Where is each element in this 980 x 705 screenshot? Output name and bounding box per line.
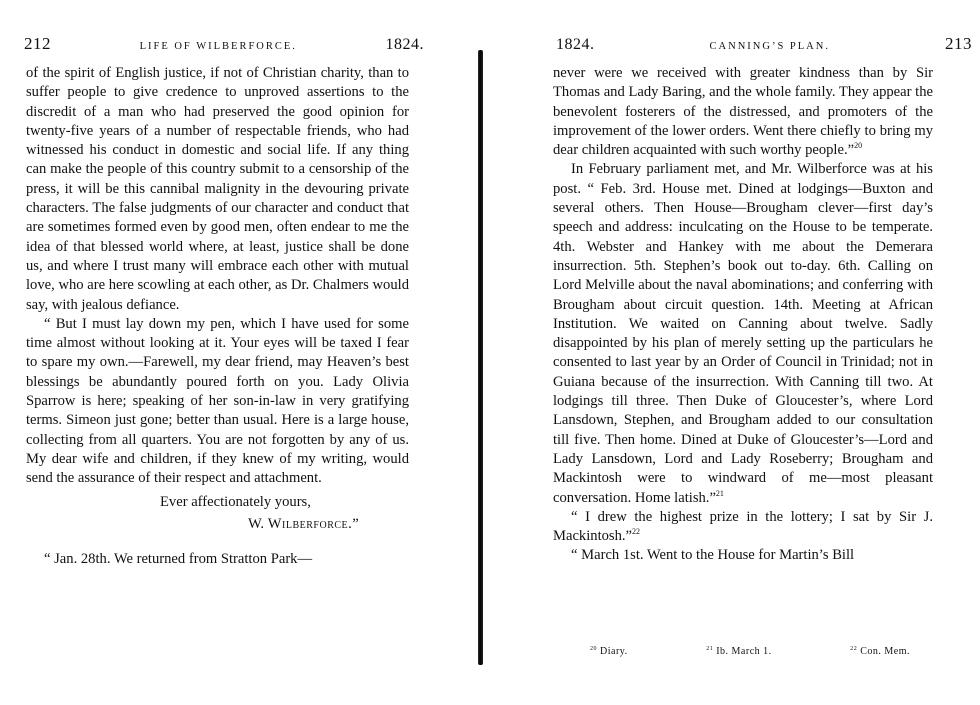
page-number: 213 [944,34,972,53]
paragraph: “ But I must lay down my pen, which I have used for some time almost without looking at it. Your eyes will be taxed I fear to spare my own.—Farewell, my dear friend, may Heaven’s best blessings be abundantly poured forth on you. Lady Olivia Sparrow is here; speaking of her son-in-law in very gratifying terms. Simeon just gone; better than usual. Here is a large house, collecting from all quarters. You are not forgotten by any of us. My dear wife and children, if they knew of my writing, would send the assurance of their respect and attachment. [26,315,409,487]
running-head: LIFE OF WILBERFORCE. [139,41,297,52]
paragraph: “ Jan. 28th. We returned from Stratton Park— [44,551,313,568]
right-page-body [553,64,933,566]
footnote: $^{21}$ Ib. March 1. [706,646,772,657]
paragraph: “ I drew the highest prize in the lottery; I sat by Sir J. Mackintosh.”$^{22}$ [553,508,933,545]
signature-initial: W. [248,515,265,532]
left-page [0,0,478,705]
valediction: Ever affectionately yours, [160,493,311,510]
footnote-marker: 20 [854,141,863,151]
paragraph: never were we received with greater kindness than by Sir Thomas and Lady Baring, and the whole family. They appear the benevolent fosterers of the distressed, and promoters of the improvement of the lower orders. Went there chiefly to bring my dear children acquainted with such worthy people.”$^{20}$ [553,65,933,159]
signature [26,515,409,534]
right-page-header [556,34,972,54]
signature-name: Wilberforce.” [267,515,360,532]
paragraph: “ March 1st. Went to the House for Martin’s Bill [571,547,855,564]
page-number: 212 [24,34,51,53]
footnote: $^{22}$ Con. Mem. [850,646,910,657]
footnotes [590,646,910,657]
letter-closing [26,493,409,535]
left-page-body [26,64,409,569]
running-head: CANNING’S PLAN. [709,41,830,52]
year-heading: 1824. [556,36,595,53]
footnote-marker: 22 [632,527,641,537]
footnote: $^{20}$ Diary. [590,646,628,657]
left-page-header [24,34,424,54]
book-gutter [478,50,483,665]
paragraph: of the spirit of English justice, if not of Christian charity, than to suffer people to give credence to unproved assertions to the discredit of a man who had preserved the good opinion for twenty-five years of a number of respectable friends, who had witnessed his conduct in domestic and social life. If any thing can make the people of this country submit to a censorship of the press, it will be this cannibal malignity in the devouring private characters. The false judgments of our character and conduct that are sometimes formed even by good men, often endear to me the idea of that blessed world where, at least, justice shall be done us, and where I trust many will embrace each other with mutual love, who are here scowling at each other, as Dr. Chalmers would say, with jealous defiance. [26,65,409,313]
year-heading: 1824. [385,36,424,53]
footnote-marker: 21 [715,488,724,498]
paragraph: In February parliament met, and Mr. Wilberforce was at his post. “ Feb. 3rd. House met. Dined at lodgings—Buxton and several others. Then House—Brougham clever—first day’s speech and address: inculcating on the House to be temperate. 4th. Webster and Hankey with me about the Demerara insurrection. 5th. Stephen’s book out to-day. 6th. Calling on Lord Melville about the naval abominations; and conferring with Brougham about circuit question. 14th. Meeting at African Institution. We waited on Canning about twelve. Sadly disappointed by his plan of merely setting up the particulars he consented to last year by an Order of Council in Trinidad; not in Guiana because of the insurrection. With Canning till two. At lodgings till three. Then Duke of Gloucester’s, where Lord Lansdown, Stephen, and Brougham added to our consultation till five. Then home. Dined at Duke of Gloucester’s—Lord and Lady Lansdown, Lord and Lady Roseberry; Brougham and Mackintosh were to windward of me—most pleasant conversation. Home latish.”$^{21}$ [553,161,933,506]
